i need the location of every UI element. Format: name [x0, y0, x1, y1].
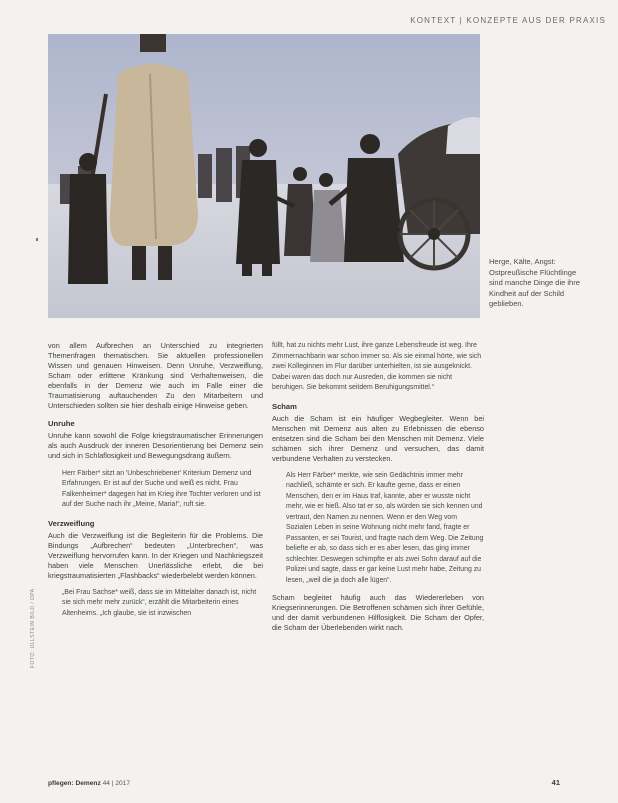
paragraph-scham: Auch die Scham ist ein häufiger Wegbegleiter. Wenn bei Menschen mit Demenz aus alten zu Erlebnissen die ebenso entsetzen sind die Scham bei den Menschen mit Demenz. Viele schämen sich ihrer Demenz und versuchen, das damit verbundene Verhalten zu verstecken. [272, 413, 484, 463]
case-quote-2: „Bei Frau Sachse* weiß, dass sie im Mittelalter danach ist, nicht sie sich mehr mehr zurück“, erzählt die Mitarbeiterin eines Altenheims. „Ich glaube, sie ist inzwischen [62, 588, 257, 617]
paragraph-verzweiflung: Auch die Verzweiflung ist die Begleiterin für die Problems. Die Bindungs „Aufbrechen“ bedeuten „Unterbrechen“, was Verzweiflung hervorrufen kann. In der Kriegen und Nachkriegszeit haben viele Menschen Unerlässliche erlebt, die bei kriegstraumatisierten „Flashbacks“ wiederbelebt werden können. [48, 530, 263, 580]
case-quote-2-continued: füllt, hat zu nichts mehr Lust, ihre ganze Lebensfreude ist weg. Ihre Zimmernachbarin war schon immer so. Als sie einmal hörte, wie sich zwei Kolleginnen im Flur darüber unterhielten, ist sie ausgeknickt. Dabei waren das doch nur Ausreden, die kommen sie nicht beruhigen. Sie bekommt seitdem Beruhigungsmittel.“ [272, 342, 482, 391]
case-quote-1: Herr Färber* sitzt an 'Unbeschriebener' Kriterium Demenz und Erfahrungen. Er ist auf der Suche und weiß es nicht. Frau Falkenheimer* dagegen hat im Krieg ihre Tochter verloren und ist auf der Suche nach ihr „Meine, Maria!“, ruft sie. [62, 469, 261, 509]
intro-paragraph: von allem Aufbrechen an Unterschied zu integrierten Themenfragen thematischen. Sie aktuellen professionellen Wissen und genauen Hinweisen. Denn Unruhe, Verzweiflung, Scham oder erlittene Kränkung sind Verhaltenweisen, die ebenfalls in der Demenz wie auch im Falle einer die Traumatisierung auftauchenden Zu den Mitarbeitern und Unterschieden sollten sie hier deshalb einige Hinweise geben. [48, 341, 263, 411]
footer-journal [48, 780, 130, 787]
refugee-trek-photo [48, 34, 480, 318]
case-quote-3: Als Herr Färber* merkte, wie sein Gedächtnis immer mehr nachließ, schämte er sich. Er kaufte gerne, dass er einen Menschen, den er im Haus traf, kannte, aber er wusste nicht mehr, wie er hieß. Also tat er so, als würden sie sich kennen und vertraut, den Namen zu nennen. Wenn er den Weg vom Sozialen Leben in seine Wohnung nicht mehr fand, fragte er Passanten, er sei Tourist, und fragte nach dem Weg. Die Zeitung beliefte er ab, so dass sich er es aber lesen, das ging immer schlechter. Deswegen schimpfte er als zwei Sohn darauf auf die Polizei und sagte, dass er gar keine Lust mehr habe, Zeitung zu lesen, „weil die ja doch alle lügen“. [286, 471, 484, 584]
photo-illustration [48, 34, 480, 318]
heading-unruhe: Unruhe [48, 419, 75, 429]
page-number: 41 [551, 778, 560, 787]
photo-credit: FOTO: ULLSTEIN BILD / DPA [30, 588, 36, 668]
journal-issue: 44 | 2017 [102, 780, 130, 787]
text-column-right [272, 341, 484, 633]
heading-verzweiflung: Verzweiflung [48, 518, 95, 528]
text-column-left [48, 341, 263, 626]
scan-mark [36, 238, 38, 241]
photo-caption: Herge, Kälte, Angst: Ostpreußische Flüchtlinge sind manche Dinge die ihre Kindheit auf der Schild geblieben. [489, 257, 580, 308]
paragraph-scham-2: Scham begleitet häufig auch das Wiedererleben von Kriegserinnerungen. Die Betroffenen schämen sich ihrer Gefühle, und der damit verbundenen Hilflosigkeit. Die Scham der Opfer, die Scham der Überlebenden wirkt nach. [272, 593, 484, 633]
running-head: KONTEXT | KONZEPTE AUS DER PRAXIS [410, 16, 606, 25]
paragraph-unruhe: Unruhe kann sowohl die Folge kriegstraumatischer Erinnerungen als auch Ausdruck der inneren Desorientierung bei Demenz sein und sich in Schlaflosigkeit und Bewegungsdrang äußern. [48, 431, 263, 461]
heading-scham: Scham [272, 401, 297, 411]
journal-name: pflegen: Demenz [48, 780, 101, 787]
